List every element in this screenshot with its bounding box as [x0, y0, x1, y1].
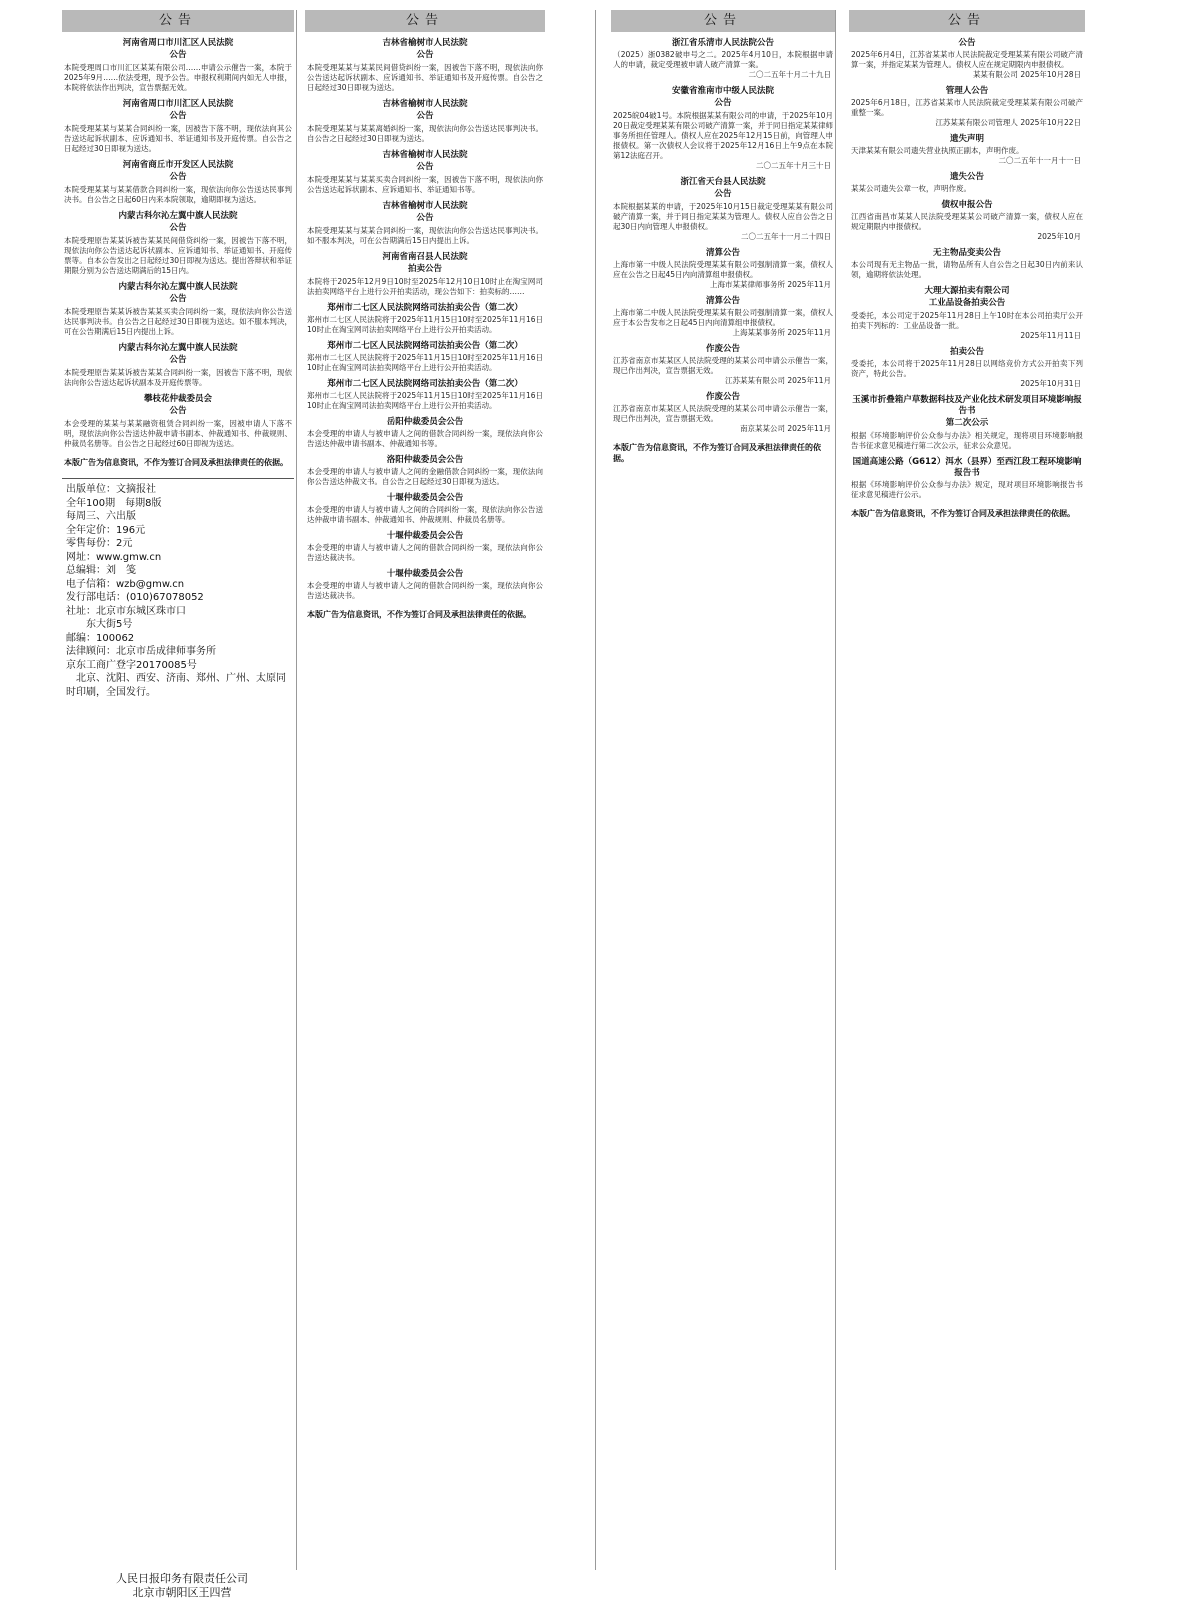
publisher-info-row: 北京、沈阳、西安、济南、郑州、广州、太原同时印刷，全国发行。	[66, 673, 286, 698]
publisher-info-row: 全年100期 每期8版	[66, 497, 162, 509]
notice-court: 无主物品变卖公告	[932, 248, 1001, 258]
notice-court: 安徽省淮南市中级人民法院	[671, 86, 774, 96]
notice-signature: 二〇二五年十月二十九日	[748, 70, 831, 79]
notice-item	[305, 455, 545, 487]
publisher-info-row: 零售每份：2元	[66, 538, 133, 549]
notice-court: 攀枝花仲裁委员会	[143, 394, 212, 404]
notice-body: 江西省南昌市某某人民法院受理某某公司破产清算一案，债权人应在规定期限内申报债权。	[851, 212, 1083, 231]
notice-court: 吉林省榆树市人民法院	[382, 38, 468, 48]
notice-body: 本会受理的申请人与被申请人之间的借款合同纠纷一案，现依法向你公告送达裁决书。	[307, 543, 543, 562]
notice-court: 玉溪市折叠箱户草数据科技及产业化技术研发项目环境影响报告书	[852, 395, 1082, 416]
printer-info	[62, 1572, 302, 1600]
notice-court: 清算公告	[705, 296, 740, 306]
column-1	[62, 10, 294, 1570]
notice-court: 郑州市二七区人民法院网络司法拍卖公告（第二次）	[327, 341, 523, 351]
notice-court: 浙江省天台县人民法院	[680, 177, 766, 187]
notice-court: 遗失声明	[949, 134, 984, 144]
notice-court: 清算公告	[705, 248, 740, 258]
notice-signature: 2025年10月31日	[1020, 379, 1081, 388]
publisher-info-row: 全年定价：196元	[66, 524, 146, 536]
notice-item	[849, 134, 1085, 166]
notice-body: 本院受理某某与某某合同纠纷一案，现依法向你公告送达民事判决书。如不服本判决，可在公告期满后15日内提出上诉。	[307, 226, 543, 245]
notice-body: 受委托，本公司将于2025年11月28日以网络竞价方式公开拍卖下列资产，特此公告。	[851, 359, 1083, 378]
notice-signature: 二〇二五年十一月二十四日	[741, 232, 831, 241]
notice-body: 上海市第一中级人民法院受理某某有限公司强制清算一案，债权人应在公告之日起45日内向清算组申报债权。	[613, 260, 833, 279]
notice-court: 国道高速公路（G612）洱水（县界）至西江段工程环境影响报告书	[852, 457, 1082, 478]
notice-item	[849, 172, 1085, 194]
column-4	[849, 10, 1085, 1570]
notice-body: 本院将于2025年12月9日10时至2025年12月10日10时止在淘宝网司法拍卖网络平台上进行公开拍卖活动，现公告如下：拍卖标的……	[307, 277, 543, 296]
notice-item	[611, 38, 835, 80]
column-2	[305, 10, 545, 1570]
notice-item	[611, 86, 835, 171]
notice-body: 2025年6月18日，江苏省某某市人民法院裁定受理某某有限公司破产重整一案。	[851, 98, 1083, 117]
notice-list	[849, 38, 1085, 500]
notice-body: 根据《环境影响评价公众参与办法》规定，现对项目环境影响报告书征求意见稿进行公示。	[851, 480, 1083, 499]
column-header: 公告	[305, 10, 545, 32]
column-divider	[835, 10, 836, 1570]
notice-body: 本院受理某某与某某合同纠纷一案，因被告下落不明，现依法向其公告送达起诉状副本、应诉通知书、举证通知书及开庭传票。自公告之日起经过30日即视为送达。	[64, 124, 292, 153]
notice-item	[305, 201, 545, 246]
notice-title: 公告	[169, 50, 187, 60]
notice-title: 公告	[416, 111, 434, 121]
notice-item	[62, 282, 294, 337]
notice-court: 洛阳仲裁委员会公告	[386, 455, 464, 465]
publisher-info-row: 出版单位：文摘报社	[66, 484, 156, 495]
notice-court: 岳阳仲裁委员会公告	[386, 417, 464, 427]
notice-body: 某某公司遗失公章一枚，声明作废。	[851, 184, 971, 193]
notice-item	[62, 343, 294, 388]
notice-court: 十堰仲裁委员会公告	[386, 531, 464, 541]
notice-item	[305, 99, 545, 144]
notice-item	[611, 248, 835, 290]
notice-signature: 2025年10月	[1037, 232, 1081, 241]
notice-court: 河南省周口市川汇区人民法院	[122, 99, 234, 109]
notice-court: 吉林省榆树市人民法院	[382, 99, 468, 109]
notice-item	[305, 252, 545, 297]
notice-court: 管理人公告	[945, 86, 989, 96]
disclaimer-note: 本版广告为信息资讯，不作为签订合同及承担法律责任的依据。	[851, 509, 1075, 518]
notice-body: 本院受理原告某某诉被告某某买卖合同纠纷一案，现依法向你公告送达民事判决书。自公告之日起经过30日即视为送达。如不服本判决，可在公告期满后15日内提出上诉。	[64, 307, 292, 336]
notice-body: 本院受理某某与某某民间借贷纠纷一案，因被告下落不明，现依法向你公告送达起诉状副本、应诉通知书、举证通知书及开庭传票。自公告之日起经过30日即视为送达。	[307, 63, 543, 92]
disclaimer-note: 本版广告为信息资讯，不作为签订合同及承担法律责任的依据。	[64, 458, 288, 467]
notice-body: 江苏省南京市某某区人民法院受理的某某公司申请公示催告一案，现已作出判决，宣告票据无效。	[613, 404, 833, 423]
notice-body: 本会受理的申请人与被申请人之间的借款合同纠纷一案，现依法向你公告送达仲裁申请书副本、仲裁通知书等。	[307, 429, 543, 448]
notice-signature: 江苏某某有限公司管理人 2025年10月22日	[935, 118, 1081, 127]
notice-item	[611, 177, 835, 242]
notice-title: 公告	[169, 294, 187, 304]
notice-court: 大理大源拍卖有限公司	[924, 286, 1010, 296]
notice-title: 公告	[169, 111, 187, 121]
publisher-info-box	[62, 478, 294, 699]
notice-body: 本公司现有无主物品一批，请物品所有人自公告之日起30日内前来认领，逾期将依法处理。	[851, 260, 1083, 279]
notice-title: 公告	[714, 189, 732, 199]
publisher-info-row: 东大街5号	[66, 619, 133, 630]
notice-item	[305, 531, 545, 563]
notice-court: 遗失公告	[949, 172, 984, 182]
notice-body: 本会受理的申请人与被申请人之间的合同纠纷一案，现依法向你公告送达仲裁申请书副本、仲裁通知书、仲裁规则、仲裁员名册等。	[307, 505, 543, 524]
notice-item	[305, 303, 545, 335]
column-header: 公告	[611, 10, 835, 32]
printer-line: 人民日报印务有限责任公司	[116, 1572, 248, 1585]
notice-court: 浙江省乐清市人民法院公告	[671, 38, 774, 48]
notice-item	[305, 493, 545, 525]
notice-list	[62, 38, 294, 449]
notice-item	[305, 341, 545, 373]
notice-title: 公告	[416, 213, 434, 223]
notice-signature: 某某有限公司 2025年10月28日	[972, 70, 1081, 79]
publisher-info-row: 京东工商广登字20170085号	[66, 659, 197, 671]
notice-title: 拍卖公告	[407, 264, 442, 274]
publisher-info-row: 法律顾问：北京市岳成律师事务所	[66, 646, 216, 657]
notice-item	[849, 395, 1085, 451]
notice-body: 上海市第二中级人民法院受理某某有限公司强制清算一案，债权人应于本公告发布之日起45日内向清算组申报债权。	[613, 308, 833, 327]
notice-body: 郑州市二七区人民法院将于2025年11月15日10时至2025年11月16日10时止在淘宝网司法拍卖网络平台上进行公开拍卖活动。	[307, 391, 543, 410]
notice-court: 作废公告	[705, 392, 740, 402]
notice-signature: 上海某某事务所 2025年11月	[732, 328, 831, 337]
notice-body: 本院受理某某与某某离婚纠纷一案，现依法向你公告送达民事判决书。自公告之日起经过30日即视为送达。	[307, 124, 543, 143]
disclaimer-note: 本版广告为信息资讯，不作为签订合同及承担法律责任的依据。	[613, 443, 821, 463]
notice-body: 本院受理周口市川汇区某某有限公司……申请公示催告一案，本院于2025年9月……依法受理，现予公告。申报权利期间内如无人申报，本院将依法作出判决，宣告票据无效。	[64, 63, 292, 92]
notice-item	[849, 248, 1085, 280]
notice-item	[62, 99, 294, 154]
notice-list	[305, 38, 545, 601]
notice-court: 郑州市二七区人民法院网络司法拍卖公告（第二次）	[327, 379, 523, 389]
notice-body: 根据《环境影响评价公众参与办法》相关规定，现将项目环境影响报告书征求意见稿进行第二次公示，征求公众意见。	[851, 431, 1083, 450]
notice-body: 本院受理某某与某某借款合同纠纷一案，现依法向你公告送达民事判决书。自公告之日起60日内来本院领取，逾期即视为送达。	[64, 185, 292, 204]
notice-body: 2025年6月4日，江苏省某某市人民法院裁定受理某某有限公司破产清算一案，并指定某某为管理人。债权人应在规定期限内申报债权。	[851, 50, 1083, 69]
notice-court: 内蒙古科尔沁左翼中旗人民法院	[118, 343, 238, 353]
notice-item	[305, 379, 545, 411]
publisher-info-row: 总编辑：刘 笺	[66, 565, 136, 576]
notice-signature: 南京某某公司 2025年11月	[739, 424, 831, 433]
notice-body: 本院受理原告某某诉被告某某民间借贷纠纷一案，因被告下落不明，现依法向你公告送达起诉状副本、应诉通知书、举证通知书、开庭传票等。自本公告发出之日起经过30日即视为送达。提出答辩状和举证期限分别为公告送达期满后的15日内。	[64, 236, 292, 275]
publisher-info-row: 网址：www.gmw.cn	[66, 551, 162, 563]
column-divider	[296, 10, 297, 1570]
notice-signature: 2025年11月11日	[1020, 331, 1081, 340]
notice-item	[305, 417, 545, 449]
notice-item	[305, 569, 545, 601]
notice-item	[62, 160, 294, 205]
notice-title: 公告	[169, 223, 187, 233]
column-header: 公告	[849, 10, 1085, 32]
notice-court: 内蒙古科尔沁左翼中旗人民法院	[118, 211, 238, 221]
notice-court: 十堰仲裁委员会公告	[386, 493, 464, 503]
publisher-info-row: 发行部电话：(010)67078052	[66, 592, 204, 603]
notice-body: 2025皖04破1号。本院根据某某有限公司的申请，于2025年10月20日裁定受理某某有限公司破产清算一案，并于同日指定某某律师事务所担任管理人。债权人应在2025年12月15日前，向管理人申报债权。第一次债权人会议将于2025年12月16日上午9点在本院第12法庭召开。	[613, 111, 833, 160]
notice-signature: 二〇二五年十月三十日	[756, 161, 831, 170]
notice-body: 郑州市二七区人民法院将于2025年11月15日10时至2025年11月16日10时止在淘宝网司法拍卖网络平台上进行公开拍卖活动。	[307, 353, 543, 372]
notice-signature: 江苏某某有限公司 2025年11月	[724, 376, 831, 385]
notice-item	[849, 457, 1085, 500]
notice-item	[611, 344, 835, 386]
notice-item	[849, 38, 1085, 80]
notice-title: 公告	[416, 50, 434, 60]
notice-title: 工业品设备拍卖公告	[928, 298, 1006, 308]
publisher-info-row: 邮编：100062	[66, 632, 135, 644]
notice-court: 内蒙古科尔沁左翼中旗人民法院	[118, 282, 238, 292]
notice-item	[305, 38, 545, 93]
disclaimer-note: 本版广告为信息资讯，不作为签订合同及承担法律责任的依据。	[307, 610, 531, 619]
notice-body: （2025）浙0382破申号之二。2025年4月10日，本院根据申请人的申请，裁定受理被申请人破产清算一案。	[613, 50, 833, 69]
notice-body: 本会受理的某某与某某融资租赁合同纠纷一案，因被申请人下落不明，现依法向你公告送达仲裁申请书副本、仲裁通知书、仲裁规则、仲裁员名册等。自公告之日起经过60日即视为送达。	[64, 419, 292, 448]
notice-title: 公告	[169, 355, 187, 365]
notice-item	[611, 392, 835, 434]
notice-court: 河南省南召县人民法院	[382, 252, 468, 262]
notice-item	[849, 200, 1085, 242]
notice-item	[849, 347, 1085, 389]
notice-body: 江苏省南京市某某区人民法院受理的某某公司申请公示催告一案，现已作出判决，宣告票据无效。	[613, 356, 833, 375]
notice-item	[62, 394, 294, 449]
notice-item	[611, 296, 835, 338]
notice-court: 河南省商丘市开发区人民法院	[122, 160, 234, 170]
notice-title: 公告	[169, 406, 187, 416]
notice-title: 公告	[169, 172, 187, 182]
notice-court: 作废公告	[705, 344, 740, 354]
notice-body: 本会受理的申请人与被申请人之间的金融借款合同纠纷一案，现依法向你公告送达仲裁文书。自公告之日起经过30日即视为送达。	[307, 467, 543, 486]
publisher-info-row: 电子信箱：wzb@gmw.cn	[66, 578, 185, 590]
notice-title: 公告	[416, 162, 434, 172]
notice-body: 郑州市二七区人民法院将于2025年11月15日10时至2025年11月16日10时止在淘宝网司法拍卖网络平台上进行公开拍卖活动。	[307, 315, 543, 334]
notice-court: 十堰仲裁委员会公告	[386, 569, 464, 579]
notice-title: 第二次公示	[945, 418, 989, 428]
notice-court: 郑州市二七区人民法院网络司法拍卖公告（第二次）	[327, 303, 523, 313]
notice-court: 河南省周口市川汇区人民法院	[122, 38, 234, 48]
notice-body: 本院受理原告某某诉被告某某合同纠纷一案，因被告下落不明，现依法向你公告送达起诉状副本及开庭传票等。	[64, 368, 292, 387]
publisher-info-row: 社址：北京市东城区珠市口	[66, 605, 186, 617]
notice-body: 本院根据某某的申请，于2025年10月15日裁定受理某某有限公司破产清算一案，并于同日指定某某为管理人。债权人应自公告之日起30日内向管理人申报债权。	[613, 202, 833, 231]
notice-body: 本院受理某某与某某买卖合同纠纷一案，因被告下落不明，现依法向你公告送达起诉状副本、应诉通知书、举证通知书等。	[307, 175, 543, 194]
column-header: 公告	[62, 10, 294, 32]
notice-title: 公告	[714, 98, 732, 108]
notice-list	[611, 38, 835, 434]
notice-body: 天津某某有限公司遗失营业执照正副本，声明作废。	[851, 146, 1024, 155]
notice-item	[849, 86, 1085, 128]
notice-court: 吉林省榆树市人民法院	[382, 150, 468, 160]
notice-court: 吉林省榆树市人民法院	[382, 201, 468, 211]
column-3	[611, 10, 835, 1570]
notice-signature: 上海市某某律师事务所 2025年11月	[709, 280, 831, 289]
notice-body: 受委托，本公司定于2025年11月28日上午10时在本公司拍卖厅公开拍卖下列标的：工业品设备一批。	[851, 311, 1083, 330]
notice-court: 债权申报公告	[941, 200, 993, 210]
column-divider	[595, 10, 596, 1570]
notice-body: 本会受理的申请人与被申请人之间的借款合同纠纷一案，现依法向你公告送达裁决书。	[307, 581, 543, 600]
notice-item	[849, 286, 1085, 341]
notice-signature: 二〇二五年十一月十一日	[998, 156, 1081, 165]
publisher-info-row: 每周三、六出版	[66, 511, 136, 522]
notice-item	[305, 150, 545, 195]
notice-item	[62, 38, 294, 93]
notice-court: 拍卖公告	[949, 347, 984, 357]
printer-address: 北京市朝阳区王四营	[132, 1586, 232, 1599]
notice-court: 公告	[958, 38, 976, 48]
notice-item	[62, 211, 294, 276]
